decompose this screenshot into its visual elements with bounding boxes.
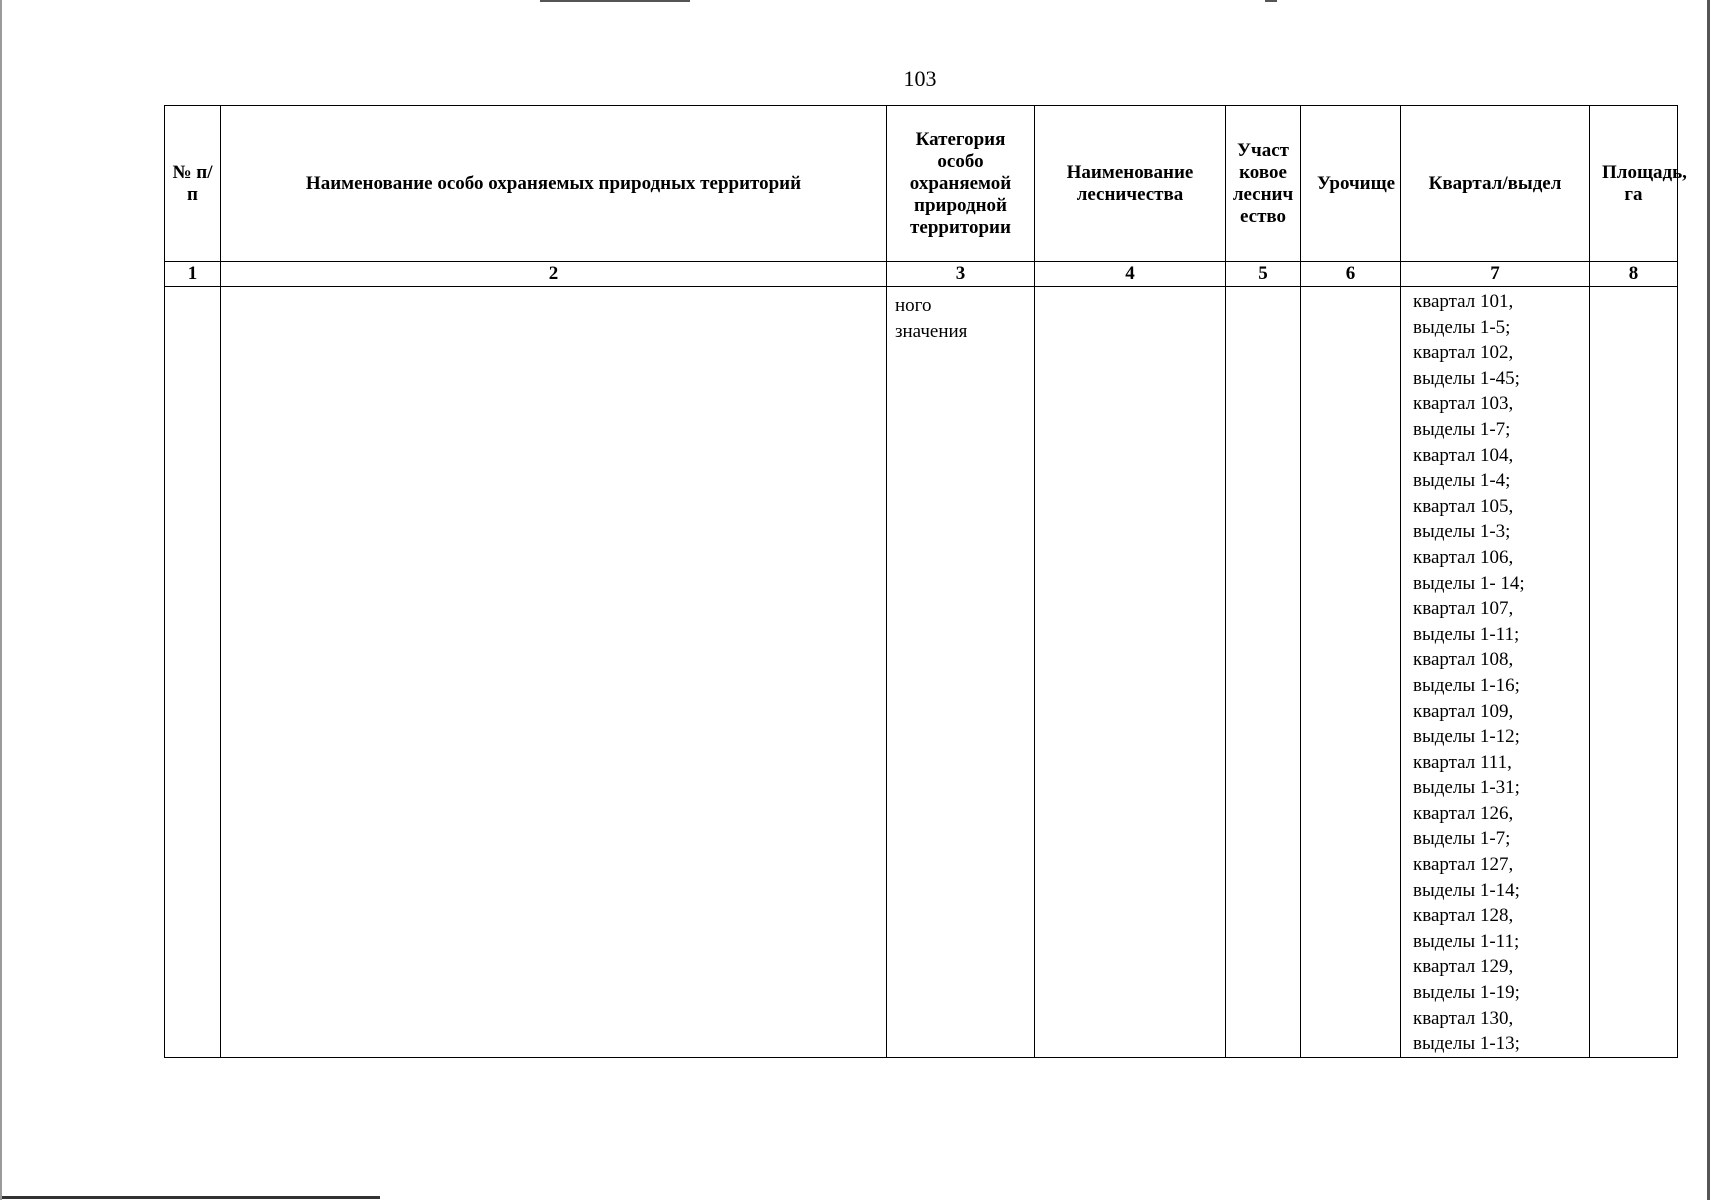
cell-quarter (1401, 287, 1590, 1058)
header-num: № п/п (165, 106, 221, 262)
category-line: значения (895, 320, 968, 342)
quarter-line: квартал 130, (1413, 1007, 1514, 1029)
quarter-line: квартал 101, (1413, 291, 1514, 312)
quarter-line: квартал 111, (1413, 751, 1512, 773)
quarter-line: выделы 1-11; (1413, 930, 1520, 952)
column-number: 2 (221, 262, 887, 287)
cell-tract (1301, 287, 1401, 1058)
header-district: Участковое лесничество (1226, 106, 1301, 262)
header-tract: Урочище (1301, 106, 1401, 262)
quarter-line: квартал 102, (1413, 342, 1514, 364)
quarter-line: выделы 1-7; (1413, 418, 1511, 440)
quarter-line: квартал 109, (1413, 700, 1514, 722)
column-number-row (165, 262, 1678, 287)
page-number: 103 (903, 66, 937, 91)
cell-district (1226, 287, 1301, 1058)
quarter-line: выделы 1-14; (1413, 879, 1520, 901)
scan-artifact-bottom (0, 1196, 380, 1199)
quarter-line: квартал 107, (1413, 598, 1514, 620)
quarter-line: выделы 1-19; (1413, 982, 1520, 1004)
scan-artifact-top (540, 0, 690, 2)
quarter-line: выделы 1-16; (1413, 674, 1520, 696)
quarter-line: квартал 104, (1413, 444, 1514, 466)
quarter-line: выделы 1-12; (1413, 726, 1520, 748)
column-number: 7 (1401, 262, 1590, 287)
header-forestry: Наименование лесничества (1035, 106, 1226, 262)
scan-edge-left (0, 0, 2, 1200)
header-area: Площадь, га (1590, 106, 1678, 262)
quarter-line: квартал 127, (1413, 854, 1514, 876)
column-number: 1 (165, 262, 221, 287)
quarter-line: выделы 1-45; (1413, 367, 1520, 389)
column-number: 3 (887, 262, 1035, 287)
cell-num (165, 287, 221, 1058)
cell-area (1590, 287, 1678, 1058)
quarter-line: выделы 1-7; (1413, 828, 1511, 850)
cell-name (221, 287, 887, 1058)
quarter-line: выделы 1-5; (1413, 316, 1511, 338)
quarter-line: квартал 105, (1413, 495, 1514, 517)
quarter-line: выделы 1-11; (1413, 623, 1520, 645)
column-number: 4 (1035, 262, 1226, 287)
table-header-row (165, 106, 1678, 262)
quarter-line: квартал 106, (1413, 546, 1514, 568)
cell-forestry (1035, 287, 1226, 1058)
quarter-line: квартал 103, (1413, 393, 1514, 415)
scan-artifact-top-small (1265, 0, 1277, 2)
category-line: ного (895, 295, 932, 316)
quarter-line: выделы 1-4; (1413, 470, 1511, 492)
protected-areas-table (164, 105, 1687, 1058)
header-category: Категория особо охраняемой природной территории (887, 106, 1035, 262)
quarter-line: выделы 1-31; (1413, 777, 1520, 799)
column-number: 8 (1590, 262, 1678, 287)
quarter-line: выделы 1-13; (1413, 1033, 1520, 1055)
header-name: Наименование особо охраняемых природных территорий (221, 106, 887, 262)
quarter-line: выделы 1- 14; (1413, 572, 1525, 594)
quarter-line: квартал 108, (1413, 649, 1514, 671)
header-quarter: Квартал/выдел (1401, 106, 1590, 262)
column-number: 6 (1301, 262, 1401, 287)
quarter-line: выделы 1-3; (1413, 521, 1511, 543)
quarter-line: квартал 128, (1413, 905, 1514, 927)
table-row (165, 287, 1678, 1058)
quarter-line: квартал 126, (1413, 802, 1514, 824)
cell-category (887, 287, 1035, 1058)
column-number: 5 (1226, 262, 1301, 287)
quarter-line: квартал 129, (1413, 956, 1514, 978)
